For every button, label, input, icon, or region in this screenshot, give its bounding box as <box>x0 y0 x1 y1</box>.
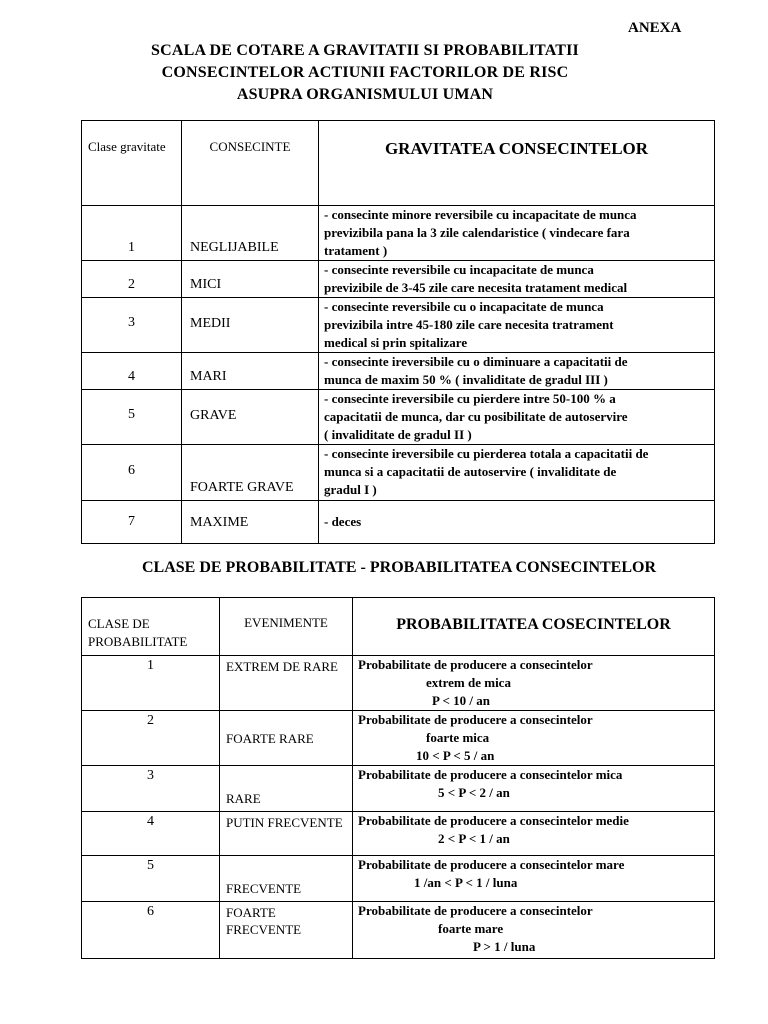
description-line: Probabilitate de producere a consecintelor <box>358 712 593 727</box>
table-row <box>82 261 715 298</box>
event-frequency: FOARTE FRECVENTE <box>220 902 353 959</box>
description-line: previzibila intre 45-180 zile care necesita tratrament <box>324 317 614 332</box>
description-line: capacitatii de munca, dar cu posibilitate de autoservire <box>324 409 628 424</box>
probability-description <box>353 711 715 766</box>
description-line: foarte mica <box>426 730 490 745</box>
description-line: extrem de mica <box>426 675 511 690</box>
consequence-level: NEGLIJABILE <box>182 206 319 261</box>
row-number: 6 <box>82 902 220 959</box>
gravity-description <box>319 445 715 501</box>
row-number: 1 <box>82 656 220 711</box>
consequence-level: MEDII <box>182 298 319 353</box>
description-line: - consecinte ireversibile cu pierderea totala a capacitatii de <box>324 446 649 461</box>
table-row <box>82 353 715 390</box>
probability-description <box>353 856 715 902</box>
header-gravity: GRAVITATEA CONSECINTELOR <box>319 121 715 206</box>
event-frequency: FRECVENTE <box>220 856 353 902</box>
gravity-description <box>319 298 715 353</box>
description-line: gradul I ) <box>324 482 377 497</box>
description-line: previzibila pana la 3 zile calendaristice ( vindecare fara <box>324 225 630 240</box>
description-line: munca de maxim 50 % ( invaliditate de gradul III ) <box>324 372 608 387</box>
header-consequences: CONSECINTE <box>182 121 319 206</box>
annex-label: ANEXA <box>628 20 682 36</box>
event-frequency: EXTREM DE RARE <box>220 656 353 711</box>
header-probability: PROBABILITATEA COSECINTELOR <box>353 598 715 656</box>
description-line: 5 < P < 2 / an <box>438 785 510 800</box>
table-row <box>82 856 715 902</box>
description-line: - consecinte minore reversibile cu incapacitate de munca <box>324 207 637 222</box>
event-frequency: FOARTE RARE <box>220 711 353 766</box>
row-number: 4 <box>82 812 220 856</box>
header-gravity-class: Clase gravitate <box>82 121 182 206</box>
description-line: - consecinte reversibile cu incapacitate de munca <box>324 262 594 277</box>
table-row <box>82 902 715 959</box>
probability-description <box>353 766 715 812</box>
gravity-description <box>319 501 715 544</box>
description-line: tratament ) <box>324 243 388 258</box>
consequence-level: MICI <box>182 261 319 298</box>
consequence-level: MAXIME <box>182 501 319 544</box>
header-probability-class: CLASE DE PROBABILITATE <box>82 598 220 656</box>
table-header-row <box>82 598 715 656</box>
header-events: EVENIMENTE <box>220 598 353 656</box>
description-line: Probabilitate de producere a consecintelor <box>358 657 593 672</box>
table-row <box>82 501 715 544</box>
description-line: medical si prin spitalizare <box>324 335 468 350</box>
row-number: 2 <box>82 711 220 766</box>
description-line: - consecinte reversibile cu o incapacitate de munca <box>324 299 604 314</box>
description-line: ( invaliditate de gradul II ) <box>324 427 472 442</box>
row-number: 3 <box>82 766 220 812</box>
table-header-row <box>82 121 715 206</box>
description-line: Probabilitate de producere a consecintelor <box>358 903 593 918</box>
gravity-description <box>319 261 715 298</box>
gravity-table <box>81 120 715 544</box>
table-row <box>82 390 715 445</box>
description-line: - consecinte ireversibile cu pierdere intre 50-100 % a <box>324 391 616 406</box>
table-row <box>82 812 715 856</box>
table-row <box>82 445 715 501</box>
description-line: P > 1 / luna <box>473 939 536 954</box>
description-line: - consecinte ireversibile cu o diminuare a capacitatii de <box>324 354 628 369</box>
row-number: 3 <box>82 298 182 353</box>
description-line: Probabilitate de producere a consecintelor mica <box>358 767 623 782</box>
row-number: 4 <box>82 353 182 390</box>
description-line: - deces <box>324 514 362 529</box>
probability-table <box>81 597 715 959</box>
description-line: 2 < P < 1 / an <box>438 831 510 846</box>
row-number: 5 <box>82 856 220 902</box>
description-line: foarte mare <box>438 921 504 936</box>
description-line: previzibile de 3-45 zile care necesita tratament medical <box>324 280 628 295</box>
consequence-level: MARI <box>182 353 319 390</box>
event-frequency: PUTIN FRECVENTE <box>220 812 353 856</box>
row-number: 7 <box>82 501 182 544</box>
event-frequency: RARE <box>220 766 353 812</box>
gravity-description <box>319 353 715 390</box>
row-number: 1 <box>82 206 182 261</box>
row-number: 6 <box>82 445 182 501</box>
consequence-level: GRAVE <box>182 390 319 445</box>
table-row <box>82 656 715 711</box>
row-number: 5 <box>82 390 182 445</box>
table-row <box>82 206 715 261</box>
description-line: Probabilitate de producere a consecintelor mare <box>358 857 625 872</box>
description-line: 10 < P < 5 / an <box>416 748 495 763</box>
document-title <box>60 40 670 106</box>
consequence-level: FOARTE GRAVE <box>182 445 319 501</box>
description-line: Probabilitate de producere a consecintelor medie <box>358 813 629 828</box>
title-line-1: SCALA DE COTARE A GRAVITATII SI PROBABILITATII <box>151 42 579 59</box>
table-row <box>82 711 715 766</box>
title-line-3: ASUPRA ORGANISMULUI UMAN <box>236 86 494 103</box>
probability-description <box>353 902 715 959</box>
probability-description <box>353 656 715 711</box>
row-number: 2 <box>82 261 182 298</box>
gravity-description <box>319 206 715 261</box>
title-line-2: CONSECINTELOR ACTIUNII FACTORILOR DE RISC <box>161 64 569 81</box>
table-row <box>82 766 715 812</box>
probability-description <box>353 812 715 856</box>
probability-section-heading: CLASE DE PROBABILITATE - PROBABILITATEA CONSECINTELOR <box>141 559 657 576</box>
description-line: P < 10 / an <box>432 693 490 708</box>
table-row <box>82 298 715 353</box>
description-line: 1 /an < P < 1 / luna <box>414 875 518 890</box>
gravity-description <box>319 390 715 445</box>
description-line: munca si a capacitatii de autoservire ( invaliditate de <box>324 464 617 479</box>
